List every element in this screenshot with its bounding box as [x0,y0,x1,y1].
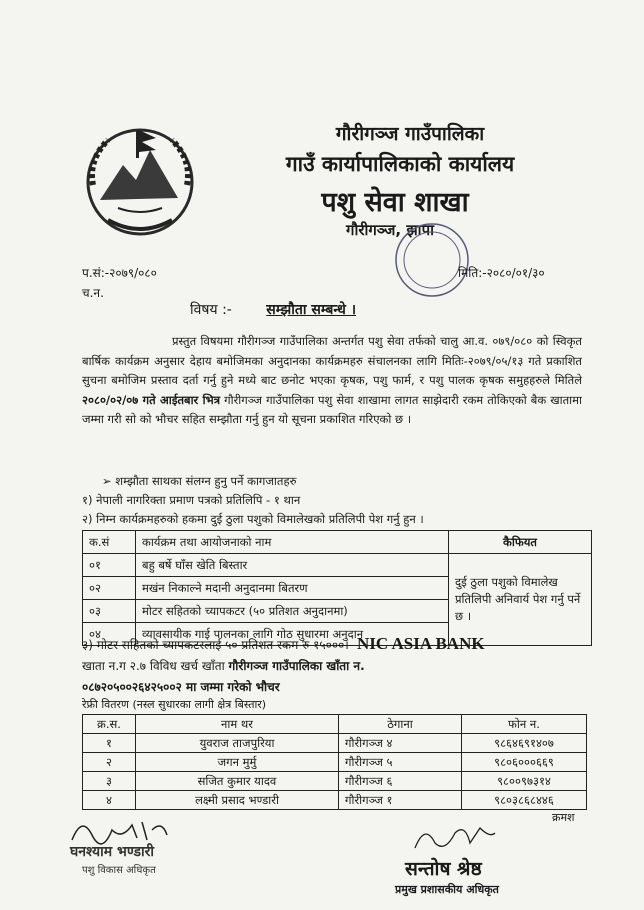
continued-label: क्रमश [552,811,575,824]
recipients-caption: रेफ्री वितरण (नस्ल सुधारका लागी क्षेत्र बिस्तार) [82,698,267,711]
header-sn: क.सं [83,531,136,554]
subject-label: विषय :- [190,302,232,318]
row-name: युवराज ताजपुरिया [136,734,339,753]
required-documents [82,472,582,529]
row-sn: २ [83,753,136,772]
row-sn: ०३ [83,600,136,623]
bank-name: NIC ASIA BANK [357,634,485,653]
left-signatory-name: घनश्याम भण्डारी [70,844,154,860]
account-holder: गौरीगञ्ज गाउँपालिका खाँता न. [228,659,365,673]
header-name: नाम थर [136,715,339,734]
document-item-2: २) निम्न कार्यक्रमहरुको हकमा दुई ठुला पशुको विमालेखको प्रतिलिपी पेश गर्नु हुन । [82,512,424,526]
row-address: गौरीगञ्ज ५ [339,753,462,772]
table-row [83,554,592,577]
body-text-part1: प्रस्तुत विषयमा गौरीगञ्ज गाउँपालिका अन्तर्गत पशु सेवा तर्फको चालु आ.व. ०७९/०८० को स्विकृत बार्षिक कार्यक्रम अनुसार देहाय बमोजिमका अनुदानका कार्यक्रमहरु संचालनका लागि मितिः-२०७९/०५/१३ गते प्रकाशित सुचना बमोजिम प्रस्ताव दर्ता गर्नु हुने मध्ये बाट छनोट भएका कृषक, पशु फार्म, र पशु पालक कृषक समुहहरुले मितिले [82,334,582,387]
row-program: व्यावसायीक गाई पालनका लागि गोठ सुधारमा अनुदान [136,623,449,646]
table-row [83,734,587,753]
reference-number: प.सं:-२०७९/०८० [82,266,157,280]
right-signature [410,818,500,858]
notice-body [82,332,582,430]
office-stamp-seal [392,220,472,300]
letter-date: मिति:-२०८०/०१/३० [458,266,545,280]
office-name: गाउँ कार्यापालिकाको कार्यालय [285,152,515,176]
account-text: खाता न.ग २.७ विविध खर्च खाँता [82,659,225,673]
recipients-table [82,714,587,810]
payment-text: ३) मोटर सहितको च्यापकटरलाई ५० प्रतिशत रकम रु १५०००।- [82,638,354,652]
body-text-part2: गौरीगञ्ज गाउँपालिका पशु सेवा शाखामा लागत साझेदारी रकम तोकिएको बैक खातामा जम्मा गरी सो को भौचर सहित सम्झौता गर्नु हुन यो सूचना प्रकाशित गरिएको छ । [82,392,583,426]
deadline-text: २०८०/०२/०७ गते आईतबार भित्र [82,392,221,407]
table-row [83,791,587,810]
subject-text: सम्झौता सम्बन्धे । [266,302,357,318]
row-address: गौरीगञ्ज ४ [339,734,462,753]
right-signatory-name: सन्तोष श्रेष्ठ [405,858,482,880]
row-sn: ०४ [83,623,136,646]
header-remarks: कैफियत [449,531,592,554]
header-program: कार्यक्रम तथा आयोजनाको नाम [136,531,449,554]
row-program: मोटर सहितको च्यापकटर (५० प्रतिशत अनुदानमा) [136,600,449,623]
remarks-cell: दुई ठुला पशुको विमालेख प्रतिलिपी अनिवार्य पेश गर्नु पर्ने छ । [449,554,592,646]
row-phone: ९८००९७३१४ [462,772,587,791]
row-sn: १ [83,734,136,753]
table-header-row [83,531,592,554]
documents-heading: ➢ शम्झौता साथका संलग्न हुनु पर्ने कागजातहरु [102,474,297,488]
row-address: गौरीगञ्ज ६ [339,772,462,791]
row-program: बहु बर्षे घाँस खेति बिस्तार [136,554,449,577]
row-name: जगन मुर्मु [136,753,339,772]
row-address: गौरीगञ्ज १ [339,791,462,810]
document-item-1: १) नेपाली नागरिक्ता प्रमाण पत्रको प्रतिलिपि - १ थान [82,493,301,507]
row-sn: ०१ [83,554,136,577]
header-sn: क्र.स. [83,715,136,734]
table-row [83,772,587,791]
account-number: ०८७२०५००२६४२५००२ मा जम्मा गरेको भौचर [82,680,280,694]
row-sn: ०२ [83,577,136,600]
left-signatory-title: पशु विकास अधिकृत [82,865,156,876]
nepal-emblem-logo [78,120,202,240]
row-phone: ९८०६०००६६९ [462,753,587,772]
row-name: सजित कुमार यादव [136,772,339,791]
row-name: लक्ष्मी प्रसाद भण्डारी [136,791,339,810]
subject-line [190,300,356,319]
municipality-name: गौरीगञ्ज गाउँपालिका [335,123,485,145]
row-phone: ९८०३८६८४४६ [462,791,587,810]
program-table [82,530,592,646]
office-address: गौरीगञ्ज, झापा [346,221,434,239]
row-program: मखंन निकाल्ने मदानी अनुदानमा बितरण [136,577,449,600]
table-row [83,753,587,772]
table-header-row [83,715,587,734]
header-phone: फोन न. [462,715,587,734]
payment-note [82,633,602,698]
row-sn: ३ [83,772,136,791]
row-phone: ९८६४६९१४०७ [462,734,587,753]
right-signatory-title: प्रमुख प्रशासकीय अधिकृत [395,883,499,896]
dispatch-number: च.न. [82,286,104,300]
section-name: पशु सेवा शाखा [321,187,469,218]
row-sn: ४ [83,791,136,810]
header-address: ठेगाना [339,715,462,734]
